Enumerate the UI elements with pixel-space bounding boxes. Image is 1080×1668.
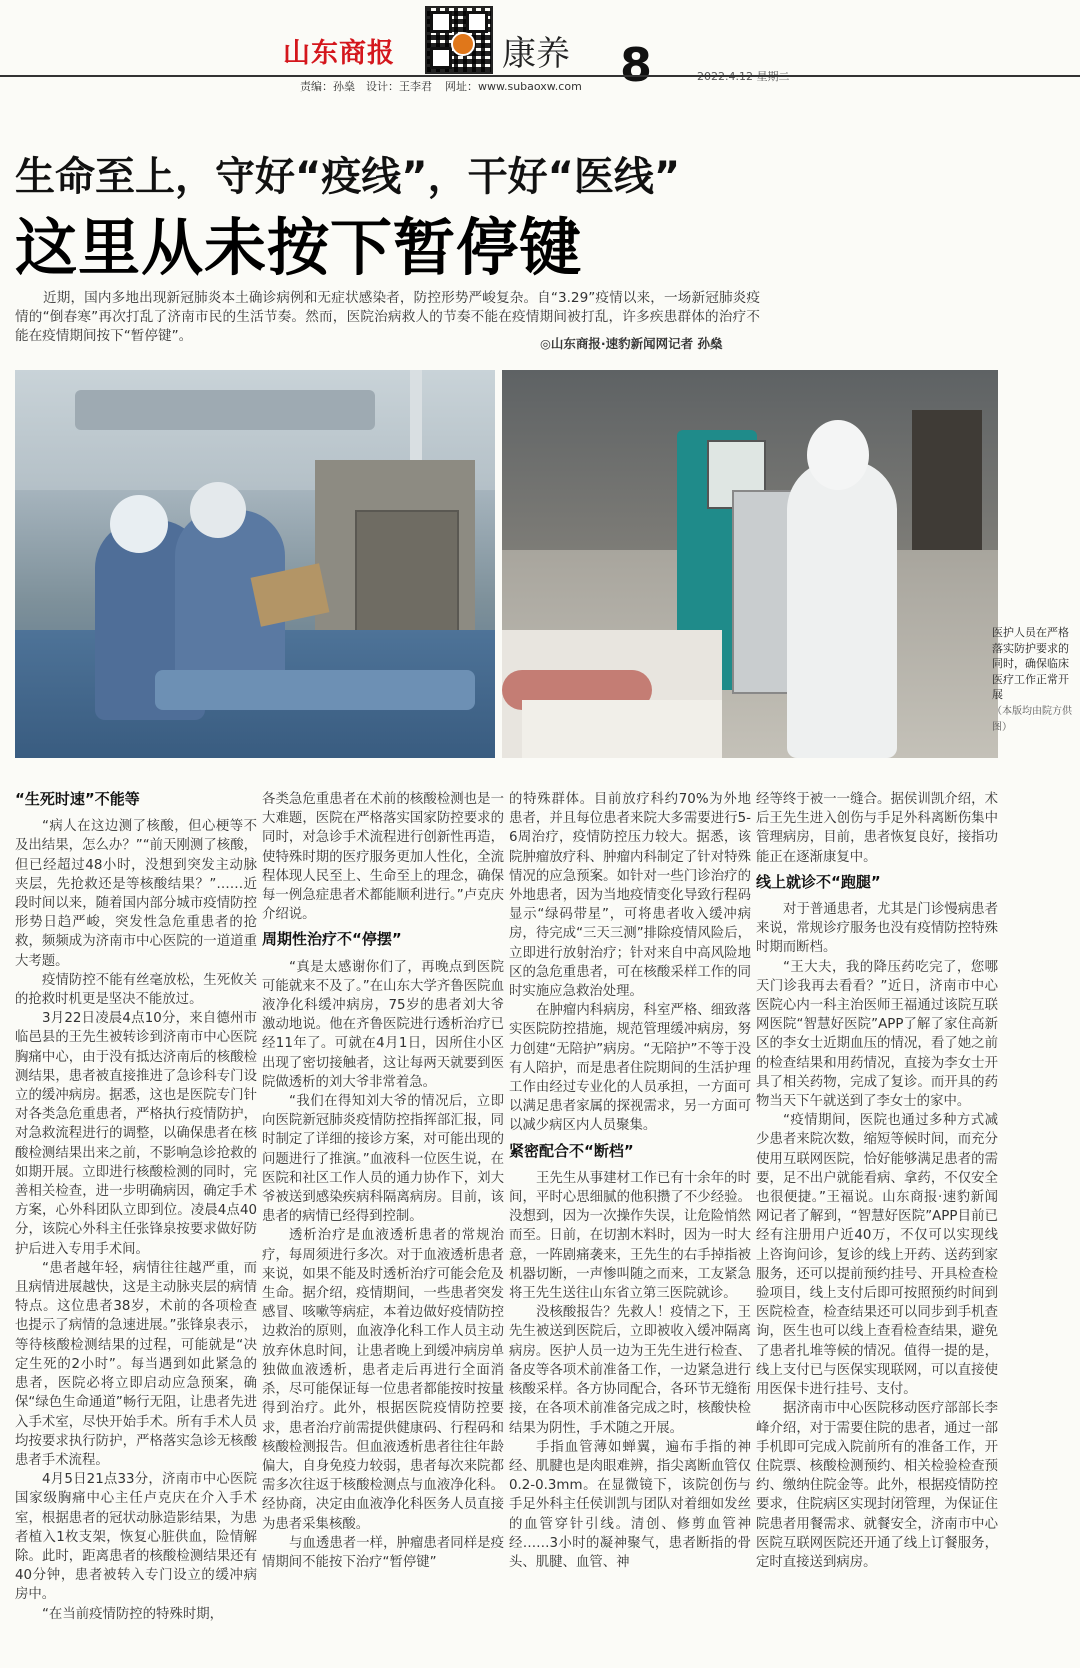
headline: 这里从未按下暂停键 bbox=[15, 211, 583, 284]
page-number: 8 bbox=[620, 38, 653, 92]
caption-text: 医护人员在严格落实防护要求的同时，确保临床医疗工作正常开展 bbox=[992, 626, 1069, 701]
paragraph: 透析治疗是血液透析患者的常规治疗，每周须进行多次。对于血液透析患者来说，如果不能及时透析治疗可能会危及生命。据介绍，疫情期间，一些患者突发感冒、咳嗽等病症，本着边做好疫情防控边救治的原则，血液净化科工作人员主动放弃休息时间，让患者晚上到缓冲病房单独做血液透析，患者走后再进行全面消杀，尽可能保证每一位患者都能按时按量得到治疗。此外，根据医院疫情防控要求，患者治疗前需提供健康码、行程码和核酸检测报告。但血液透析患者往往年龄偏大，自身免疫力较弱，患者每次来院都需多次往返于核酸检测点与血液净化科。经协商，决定由血液净化科医务人员直接为患者采集核酸。 bbox=[262, 1228, 504, 1532]
header-divider bbox=[0, 75, 1080, 77]
paragraph: 在肿瘤内科病房，科室严格、细致落实医院防控措施，规范管理缓冲病房，努力创建“无陪护”病房。“无陪护”不等于没有人陪护，而是患者住院期间的生活护理工作由经过专业化的人员承担，一方面可以满足患者家属的探视需求，另一方面可以减少病区内人员聚集。 bbox=[509, 1003, 751, 1134]
paragraph: 手指血管薄如蝉翼，遍布手指的神经、肌腱也是肉眼难辨，指尖离断血管仅0.2-0.3mm。在显微镜下，该院创伤与手足外科主任侯训凯与团队对着细如发丝的血管穿针引线。清创、修剪血管神经……3小时的凝神聚气，患者断指的骨头、肌腱、血管、神 bbox=[509, 1439, 751, 1570]
paragraph: “疫情期间，医院也通过多种方式减少患者来院次数，缩短等候时间，而充分使用互联网医院，恰好能够满足患者的需要，足不出户就能看病、拿药，不仅安全也很便捷。”王福说。山东商报·速豹新闻网记者了解到，“智慧好医院”APP目前已经有注册用户近40万，不仅可以实现线上咨询问诊，复诊的线上开药、送药到家服务，还可以提前预约挂号、开具检查检验项目，线上支付后即可按照预约时间到医院检查，检查结果还可以同步到手机查询，医生也可以线上查看检查结果，避免了患者扎堆等候的情况。值得一提的是，线上支付已与医保实现联网，可以直接使用医保卡进行挂号、支付。 bbox=[756, 1113, 998, 1398]
paragraph: “患者越年轻，病情往往越严重，而且病情进展越快，这是主动脉夹层的病情特点。这位患者38岁，术前的各项检查也提示了病情的急速进展。”张锋泉表示，等待核酸检测结果的过程，可能就是“决定生死的2小时”。每当遇到如此紧急的患者，医院必将立即启动应急预案，确保“绿色生命通道”畅行无阻，让患者先进入手术室，尽快开始手术。所有手术人员均按要求执行防护，严格落实急诊无核酸患者手术流程。 bbox=[15, 1260, 257, 1468]
article-column-2 bbox=[262, 790, 504, 1572]
paragraph: 经等终于被一一缝合。据侯训凯介绍，术后王先生进入创伤与手足外科离断伤集中管理病房，目前，患者恢复良好，接指功能正在逐渐康复中。 bbox=[756, 792, 998, 865]
section-heading: 周期性治疗不“停摆” bbox=[262, 930, 402, 949]
photo-dialysis-ward bbox=[502, 370, 998, 758]
article-column-4 bbox=[756, 790, 998, 1572]
photo-caption bbox=[992, 625, 1074, 736]
issue-date: 2022.4.12 星期二 bbox=[697, 70, 790, 83]
byline: ◎山东商报·速豹新闻网记者 孙燊 bbox=[540, 336, 723, 351]
paragraph: 王先生从事建材工作已有十余年的时间，平时心思细腻的他积攒了不少经验。没想到，因为一次操作失误，让危险悄然而至。日前，在切割木料时，因为一时大意，一阵剧痛袭来，王先生的右手掉指被机器切断，一声惨叫随之而来，工友紧急将王先生送往山东省立第三医院就诊。 bbox=[509, 1170, 751, 1302]
section-title: 康养 bbox=[502, 34, 570, 74]
lead-paragraph: 近期，国内多地出现新冠肺炎本土确诊病例和无症状感染者，防控形势严峻复杂。自“3.29”疫情以来，一场新冠肺炎疫情的“倒春寒”再次打乱了济南市民的生活节奏。然而，医院治病救人的节奏不能在疫情期间被打乱，许多疾患群体的治疗不能在疫情期间按下“暂停键”。 bbox=[15, 290, 760, 344]
paragraph: 的特殊群体。目前放疗科约70%为外地患者，并且每位患者来院大多需要进行5-6周治疗，疫情防控压力较大。据悉，该院肿瘤放疗科、肿瘤内科制定了针对特殊情况的应急预案。如针对一些门诊治疗的外地患者，因为当地疫情变化导致行程码显示“绿码带星”，可将患者收入缓冲病房，待完成“三天三测”排除疫情风险后，立即进行放射治疗；针对来自中高风险地区的急危重患者，可在核酸采样工作的同时实施应急救治处理。 bbox=[509, 792, 751, 1000]
article-column-1 bbox=[15, 790, 257, 1624]
paper-logo: 山东商报 bbox=[283, 38, 395, 69]
paragraph: 据济南市中心医院移动医疗部部长李峰介绍，对于需要住院的患者，通过一部手机即可完成入院前所有的准备工作，开住院票、核酸检测预约、相关检验检查预约、缴纳住院金等。此外，根据疫情防控要求，住院病区实现封闭管理，为保证住院患者用餐需求、就餐安全，济南市中心医院互联网医院还开通了线上订餐服务，定时直接送到病房。 bbox=[756, 1401, 998, 1570]
paragraph: “我们在得知刘大爷的情况后，立即向医院新冠肺炎疫情防控指挥部汇报，同时制定了详细的接诊方案，对可能出现的问题进行了推演。”血液科一位医生说，在医院和社区工作人员的通力协作下，刘大爷被送到感染疾病科隔离病房。目前，该患者的病情已经得到控制。 bbox=[262, 1094, 504, 1225]
section-heading: 紧密配合不“断档” bbox=[509, 1141, 634, 1160]
website-url[interactable]: 网址：www.subaoxw.com bbox=[445, 80, 582, 93]
paragraph: 没核酸报告？先救人！疫情之下，王先生被送到医院后，立即被收入缓冲隔离病房。医护人员一边为王先生进行检查、备皮等各项术前准备工作，一边紧急进行核酸采样。各方协同配合，各环节无缝衔接，在各项术前准备完成之时，核酸快检结果为阴性，手术随之开展。 bbox=[509, 1305, 751, 1436]
paragraph: “在当前疫情防控的特殊时期， bbox=[42, 1606, 224, 1622]
section-heading: 线上就诊不“跑腿” bbox=[756, 872, 881, 891]
caption-note: （本版均由院方供图） bbox=[992, 705, 1072, 733]
paragraph: “王大夫，我的降压药吃完了，您哪天门诊我再去看看？”近日，济南市中心医院心内一科主治医师王福通过该院互联网医院“智慧好医院”APP了解了家住高新区的李女士近期血压的情况，看了她之前的检查结果和用药情况，直接为李女士开具了相关药物，完成了复诊。而开具的药物当天下午就送到了李女士的家中。 bbox=[756, 959, 998, 1110]
editor-credits: 责编：孙燊 设计：王李君 bbox=[300, 80, 432, 93]
paragraph: “病人在这边测了核酸，但心梗等不及出结果，怎么办？”“前天刚测了核酸，但已经超过48小时，没想到突发主动脉夹层，先抢救还是等核酸结果？”……近段时间以来，随着国内部分城市疫情防控形势日趋严峻，突发性急危重患者的抢救，频频成为济南市中心医院的一道道重大考题。 bbox=[15, 819, 257, 969]
paragraph: “真是太感谢你们了，再晚点到医院可能就来不及了。”在山东大学齐鲁医院血液净化科缓冲病房，75岁的患者刘大爷激动地说。他在齐鲁医院进行透析治疗已经11年了。可就在4月1日，因所住小区出现了密切接触者，这让每两天就要到医院做透析的刘大爷非常着急。 bbox=[262, 959, 504, 1090]
paragraph: 3月22日凌晨4点10分，来自德州市临邑县的王先生被转诊到济南市中心医院胸痛中心，由于没有抵达济南后的核酸检测结果，患者被直接推进了急诊科专门设立的缓冲病房。据悉，这也是医院专门针对各类急危重患者，严格执行疫情防护，对急救流程进行的调整，以确保患者在核酸检测结果出来之前，不影响急诊抢救的如期开展。立即进行核酸检测的同时，完善相关检查，进一步明确病因，确定手术方案，心外科团队立即到位。凌晨4点40分，该院心外科主任张锋泉按要求做好防护后进入专用手术间。 bbox=[15, 1011, 257, 1257]
qr-code-icon bbox=[425, 6, 493, 74]
paragraph: 4月5日21点33分，济南市中心医院国家级胸痛中心主任卢克庆在介入手术室，根据患者的冠状动脉造影结果，为患者植入1枚支架，恢复心脏供血，险情解除。此时，距离患者的核酸检测结果还有40分钟，患者被转入专门设立的缓冲病房中。 bbox=[15, 1472, 257, 1603]
paragraph: 对于普通患者，尤其是门诊慢病患者来说，常规诊疗服务也没有疫情防控特殊时期而断档。 bbox=[756, 902, 998, 956]
article-column-3 bbox=[509, 790, 751, 1572]
paragraph: 疫情防控不能有丝毫放松，生死攸关的抢救时机更是坚决不能放过。 bbox=[15, 972, 257, 1008]
paragraph: 与血透患者一样，肿瘤患者同样是疫情期间不能按下治疗“暂停键” bbox=[262, 1535, 504, 1570]
subheadline: 生命至上，守好“疫线”，干好“医线” bbox=[15, 154, 681, 200]
section-heading: “生死时速”不能等 bbox=[15, 790, 140, 808]
paragraph: 各类急危重患者在术前的核酸检测也是一大难题，医院在严格落实国家防控要求的同时，对急诊手术流程进行创新性再造，使特殊时期的医疗服务更加人性化，全流程体现人民至上、生命至上的理念，确保每一例急症患者术都能顺利进行。”卢克庆介绍说。 bbox=[262, 792, 504, 923]
photo-operating-room bbox=[15, 370, 495, 758]
